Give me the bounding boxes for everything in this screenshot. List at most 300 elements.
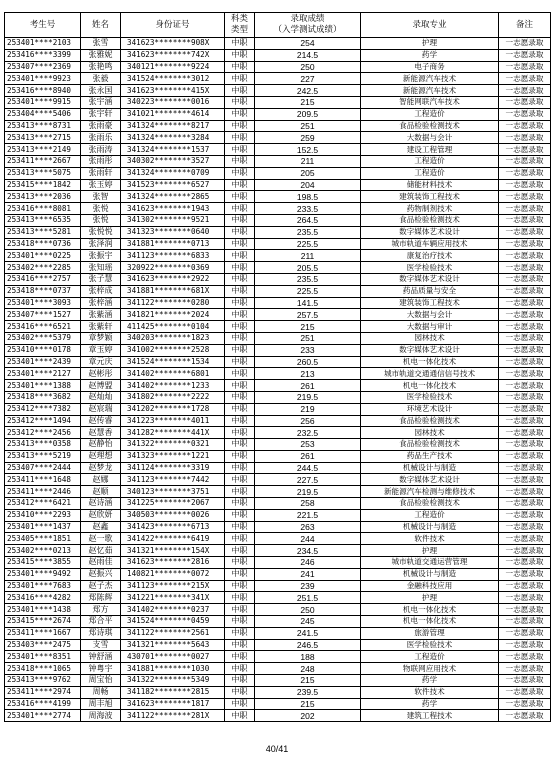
cell-category: 中职 bbox=[225, 49, 255, 61]
cell-exam-no: 253418****1065 bbox=[5, 663, 81, 675]
cell-score: 246 bbox=[255, 557, 361, 569]
cell-exam-no: 253413****2149 bbox=[5, 144, 81, 156]
cell-score: 209.5 bbox=[255, 108, 361, 120]
cell-category: 中职 bbox=[225, 568, 255, 580]
cell-note: 一志愿录取 bbox=[499, 191, 551, 203]
cell-name: 郑方 bbox=[81, 604, 121, 616]
cell-name: 周宝怡 bbox=[81, 675, 121, 687]
table-row bbox=[5, 651, 551, 663]
table-row bbox=[5, 450, 551, 462]
cell-major: 储能材料技术 bbox=[361, 179, 499, 191]
cell-category: 中职 bbox=[225, 557, 255, 569]
cell-category: 中职 bbox=[225, 262, 255, 274]
cell-category: 中职 bbox=[225, 96, 255, 108]
cell-major: 园林技术 bbox=[361, 427, 499, 439]
cell-id-card: 340123********3751 bbox=[121, 486, 225, 498]
cell-category: 中职 bbox=[225, 462, 255, 474]
cell-note: 一志愿录取 bbox=[499, 344, 551, 356]
cell-score: 258 bbox=[255, 498, 361, 510]
cell-id-card: 341302********9521 bbox=[121, 214, 225, 226]
cell-major: 食品检验检测技术 bbox=[361, 214, 499, 226]
table-row bbox=[5, 580, 551, 592]
cell-exam-no: 253411****2974 bbox=[5, 686, 81, 698]
cell-name: 章元庆 bbox=[81, 356, 121, 368]
cell-exam-no: 253407****2369 bbox=[5, 61, 81, 73]
table-row bbox=[5, 191, 551, 203]
cell-score: 261 bbox=[255, 380, 361, 392]
cell-exam-no: 253418****0736 bbox=[5, 238, 81, 250]
table-row bbox=[5, 144, 551, 156]
cell-note: 一志愿录取 bbox=[499, 309, 551, 321]
cell-note: 一志愿录取 bbox=[499, 120, 551, 132]
cell-category: 中职 bbox=[225, 545, 255, 557]
header-note: 备注 bbox=[499, 13, 551, 38]
cell-score: 215 bbox=[255, 698, 361, 710]
cell-exam-no: 253416****4199 bbox=[5, 698, 81, 710]
cell-id-card: 341881********0713 bbox=[121, 238, 225, 250]
cell-name: 赵雨佳 bbox=[81, 557, 121, 569]
table-row bbox=[5, 96, 551, 108]
cell-exam-no: 253416****6521 bbox=[5, 321, 81, 333]
table-row bbox=[5, 203, 551, 215]
cell-name: 赵忆茹 bbox=[81, 545, 121, 557]
cell-name: 赵慧香 bbox=[81, 427, 121, 439]
table-row bbox=[5, 321, 551, 333]
cell-name: 钟舒涵 bbox=[81, 651, 121, 663]
cell-id-card: 341881********1030 bbox=[121, 663, 225, 675]
cell-id-card: 341623********1943 bbox=[121, 203, 225, 215]
cell-note: 一志愿录取 bbox=[499, 250, 551, 262]
cell-category: 中职 bbox=[225, 604, 255, 616]
cell-exam-no: 253407****2444 bbox=[5, 462, 81, 474]
cell-major: 机械设计与制造 bbox=[361, 521, 499, 533]
cell-major: 食品检验检测技术 bbox=[361, 120, 499, 132]
cell-name: 张雅妮 bbox=[81, 49, 121, 61]
cell-id-card: 341623********1817 bbox=[121, 698, 225, 710]
cell-name: 张宇轩 bbox=[81, 108, 121, 120]
cell-note: 一志愿录取 bbox=[499, 155, 551, 167]
cell-major: 医学检验技术 bbox=[361, 262, 499, 274]
cell-exam-no: 253401****3093 bbox=[5, 297, 81, 309]
cell-exam-no: 253413****9762 bbox=[5, 675, 81, 687]
cell-note: 一志愿录取 bbox=[499, 415, 551, 427]
cell-category: 中职 bbox=[225, 391, 255, 403]
cell-name: 赵子杰 bbox=[81, 580, 121, 592]
cell-major: 机电一体化技术 bbox=[361, 356, 499, 368]
cell-major: 医学检验技术 bbox=[361, 639, 499, 651]
cell-major: 工程造价 bbox=[361, 509, 499, 521]
cell-score: 211 bbox=[255, 155, 361, 167]
cell-category: 中职 bbox=[225, 498, 255, 510]
cell-category: 中职 bbox=[225, 321, 255, 333]
cell-category: 中职 bbox=[225, 38, 255, 50]
cell-category: 中职 bbox=[225, 191, 255, 203]
table-row bbox=[5, 38, 551, 50]
cell-exam-no: 253416****4282 bbox=[5, 592, 81, 604]
cell-exam-no: 253416****8081 bbox=[5, 203, 81, 215]
cell-exam-no: 253401****8351 bbox=[5, 651, 81, 663]
table-row bbox=[5, 120, 551, 132]
cell-name: 张毅 bbox=[81, 73, 121, 85]
cell-exam-no: 253412****1494 bbox=[5, 415, 81, 427]
cell-id-card: 340121********9224 bbox=[121, 61, 225, 73]
cell-major: 大数据与会计 bbox=[361, 132, 499, 144]
cell-score: 253 bbox=[255, 439, 361, 451]
cell-id-card: 341324********3284 bbox=[121, 132, 225, 144]
cell-id-card: 341802********2222 bbox=[121, 391, 225, 403]
cell-exam-no: 253413****8731 bbox=[5, 120, 81, 132]
cell-category: 中职 bbox=[225, 238, 255, 250]
table-row bbox=[5, 533, 551, 545]
table-row bbox=[5, 498, 551, 510]
table-row bbox=[5, 250, 551, 262]
cell-major: 数字媒体艺术设计 bbox=[361, 273, 499, 285]
cell-score: 219.5 bbox=[255, 391, 361, 403]
header-name: 姓名 bbox=[81, 13, 121, 38]
cell-exam-no: 253401****2103 bbox=[5, 38, 81, 50]
table-row bbox=[5, 439, 551, 451]
cell-note: 一志愿录取 bbox=[499, 238, 551, 250]
cell-note: 一志愿录取 bbox=[499, 285, 551, 297]
cell-major: 城市轨道交通运营管理 bbox=[361, 557, 499, 569]
cell-id-card: 341523********6527 bbox=[121, 179, 225, 191]
cell-id-card: 340302********3527 bbox=[121, 155, 225, 167]
cell-score: 248 bbox=[255, 663, 361, 675]
table-row bbox=[5, 167, 551, 179]
cell-exam-no: 253411****2446 bbox=[5, 486, 81, 498]
cell-score: 205 bbox=[255, 167, 361, 179]
table-row bbox=[5, 521, 551, 533]
cell-category: 中职 bbox=[225, 120, 255, 132]
cell-name: 赵宸瑞 bbox=[81, 403, 121, 415]
cell-score: 250 bbox=[255, 61, 361, 73]
table-row bbox=[5, 344, 551, 356]
cell-category: 中职 bbox=[225, 144, 255, 156]
cell-major: 新能源汽车技术 bbox=[361, 73, 499, 85]
cell-score: 241.5 bbox=[255, 627, 361, 639]
table-row bbox=[5, 686, 551, 698]
table-row bbox=[5, 545, 551, 557]
cell-exam-no: 253401****1438 bbox=[5, 604, 81, 616]
cell-score: 241 bbox=[255, 568, 361, 580]
cell-note: 一志愿录取 bbox=[499, 96, 551, 108]
cell-id-card: 341225********2067 bbox=[121, 498, 225, 510]
cell-major: 食品检验检测技术 bbox=[361, 498, 499, 510]
table-row bbox=[5, 179, 551, 191]
cell-exam-no: 253401****2774 bbox=[5, 710, 81, 722]
cell-id-card: 341322********0321 bbox=[121, 439, 225, 451]
cell-name: 赵鑫 bbox=[81, 521, 121, 533]
table-row bbox=[5, 557, 551, 569]
cell-category: 中职 bbox=[225, 663, 255, 675]
cell-id-card: 341182********2815 bbox=[121, 686, 225, 698]
cell-exam-no: 253410****0178 bbox=[5, 344, 81, 356]
cell-category: 中职 bbox=[225, 427, 255, 439]
cell-name: 赵传睿 bbox=[81, 415, 121, 427]
cell-id-card: 341123********6833 bbox=[121, 250, 225, 262]
cell-id-card: 341322********5349 bbox=[121, 675, 225, 687]
cell-exam-no: 253412****2456 bbox=[5, 427, 81, 439]
cell-score: 239.5 bbox=[255, 686, 361, 698]
cell-exam-no: 253415****2674 bbox=[5, 616, 81, 628]
cell-note: 一志愿录取 bbox=[499, 439, 551, 451]
cell-major: 数字媒体艺术设计 bbox=[361, 226, 499, 238]
cell-id-card: 341422********6419 bbox=[121, 533, 225, 545]
cell-id-card: 341321********154X bbox=[121, 545, 225, 557]
cell-score: 221.5 bbox=[255, 509, 361, 521]
cell-major: 城市轨道交通通信信号技术 bbox=[361, 368, 499, 380]
table-row bbox=[5, 356, 551, 368]
cell-id-card: 341524********1534 bbox=[121, 356, 225, 368]
cell-note: 一志愿录取 bbox=[499, 144, 551, 156]
cell-score: 250 bbox=[255, 604, 361, 616]
cell-category: 中职 bbox=[225, 627, 255, 639]
header-id-card: 身份证号 bbox=[121, 13, 225, 38]
cell-exam-no: 253418****0737 bbox=[5, 285, 81, 297]
cell-major: 药学 bbox=[361, 49, 499, 61]
cell-id-card: 340503********0026 bbox=[121, 509, 225, 521]
cell-category: 中职 bbox=[225, 297, 255, 309]
cell-category: 中职 bbox=[225, 332, 255, 344]
cell-note: 一志愿录取 bbox=[499, 262, 551, 274]
cell-id-card: 341623********908X bbox=[121, 38, 225, 50]
cell-note: 一志愿录取 bbox=[499, 604, 551, 616]
table-row bbox=[5, 391, 551, 403]
cell-score: 202 bbox=[255, 710, 361, 722]
cell-score: 244 bbox=[255, 533, 361, 545]
page-number: 40/41 bbox=[265, 744, 289, 754]
cell-name: 赵理想 bbox=[81, 450, 121, 462]
cell-exam-no: 253401****7683 bbox=[5, 580, 81, 592]
cell-id-card: 341623********415X bbox=[121, 85, 225, 97]
cell-id-card: 341623********742X bbox=[121, 49, 225, 61]
cell-major: 医学检验技术 bbox=[361, 391, 499, 403]
cell-note: 一志愿录取 bbox=[499, 580, 551, 592]
cell-name: 赵一歌 bbox=[81, 533, 121, 545]
cell-score: 205.5 bbox=[255, 262, 361, 274]
cell-exam-no: 253402****5379 bbox=[5, 332, 81, 344]
cell-major: 工程造价 bbox=[361, 651, 499, 663]
table-row bbox=[5, 285, 551, 297]
table-row bbox=[5, 368, 551, 380]
cell-exam-no: 253401****0225 bbox=[5, 250, 81, 262]
cell-category: 中职 bbox=[225, 686, 255, 698]
cell-exam-no: 253415****1842 bbox=[5, 179, 81, 191]
cell-id-card: 341423********6713 bbox=[121, 521, 225, 533]
cell-name: 张梓涵 bbox=[81, 297, 121, 309]
header-exam-no: 考生号 bbox=[5, 13, 81, 38]
cell-name: 赵诗涵 bbox=[81, 498, 121, 510]
cell-category: 中职 bbox=[225, 85, 255, 97]
cell-major: 机电一体化技术 bbox=[361, 616, 499, 628]
cell-score: 264.5 bbox=[255, 214, 361, 226]
cell-name: 张雪 bbox=[81, 38, 121, 50]
table-row bbox=[5, 509, 551, 521]
cell-id-card: 341021********4614 bbox=[121, 108, 225, 120]
cell-note: 一志愿录取 bbox=[499, 167, 551, 179]
cell-exam-no: 253413****2036 bbox=[5, 191, 81, 203]
cell-name: 章梦颖 bbox=[81, 332, 121, 344]
cell-name: 郑诗琪 bbox=[81, 627, 121, 639]
cell-category: 中职 bbox=[225, 616, 255, 628]
cell-exam-no: 253411****2667 bbox=[5, 155, 81, 167]
cell-note: 一志愿录取 bbox=[499, 710, 551, 722]
table-row bbox=[5, 262, 551, 274]
cell-category: 中职 bbox=[225, 415, 255, 427]
cell-score: 261 bbox=[255, 450, 361, 462]
cell-exam-no: 253410****2293 bbox=[5, 509, 81, 521]
table-row bbox=[5, 155, 551, 167]
cell-score: 213 bbox=[255, 368, 361, 380]
cell-note: 一志愿录取 bbox=[499, 226, 551, 238]
table-row bbox=[5, 73, 551, 85]
cell-id-card: 341324********8217 bbox=[121, 120, 225, 132]
cell-name: 张梓成 bbox=[81, 285, 121, 297]
cell-major: 机械设计与制造 bbox=[361, 568, 499, 580]
cell-exam-no: 253416****2757 bbox=[5, 273, 81, 285]
cell-name: 张子慧 bbox=[81, 273, 121, 285]
cell-exam-no: 253415****3855 bbox=[5, 557, 81, 569]
cell-id-card: 341821********2024 bbox=[121, 309, 225, 321]
table-row bbox=[5, 108, 551, 120]
cell-exam-no: 253416****3399 bbox=[5, 49, 81, 61]
cell-category: 中职 bbox=[225, 285, 255, 297]
table-row bbox=[5, 132, 551, 144]
cell-score: 215 bbox=[255, 96, 361, 108]
cell-major: 药学 bbox=[361, 675, 499, 687]
cell-category: 中职 bbox=[225, 509, 255, 521]
cell-exam-no: 253412****7382 bbox=[5, 403, 81, 415]
cell-exam-no: 253413****0358 bbox=[5, 439, 81, 451]
cell-id-card: 341122********2561 bbox=[121, 627, 225, 639]
cell-id-card: 341122********281X bbox=[121, 710, 225, 722]
cell-id-card: 341122********0280 bbox=[121, 297, 225, 309]
cell-major: 建筑装饰工程技术 bbox=[361, 191, 499, 203]
cell-id-card: 341402********6801 bbox=[121, 368, 225, 380]
cell-note: 一志愿录取 bbox=[499, 651, 551, 663]
cell-exam-no: 253401****9492 bbox=[5, 568, 81, 580]
cell-id-card: 341123********215X bbox=[121, 580, 225, 592]
cell-id-card: 341123********7442 bbox=[121, 474, 225, 486]
cell-category: 中职 bbox=[225, 155, 255, 167]
cell-score: 260.5 bbox=[255, 356, 361, 368]
table-row bbox=[5, 297, 551, 309]
cell-note: 一志愿录取 bbox=[499, 85, 551, 97]
cell-score: 239 bbox=[255, 580, 361, 592]
cell-name: 赵娜 bbox=[81, 474, 121, 486]
cell-note: 一志愿录取 bbox=[499, 332, 551, 344]
cell-note: 一志愿录取 bbox=[499, 108, 551, 120]
admission-list-sheet bbox=[4, 12, 550, 722]
cell-major: 护理 bbox=[361, 545, 499, 557]
cell-exam-no: 253418****3682 bbox=[5, 391, 81, 403]
cell-id-card: 341323********1221 bbox=[121, 450, 225, 462]
cell-id-card: 340223********0016 bbox=[121, 96, 225, 108]
cell-major: 物联网应用技术 bbox=[361, 663, 499, 675]
cell-name: 张雨乐 bbox=[81, 132, 121, 144]
table-row bbox=[5, 85, 551, 97]
cell-id-card: 320922********0369 bbox=[121, 262, 225, 274]
cell-score: 244.5 bbox=[255, 462, 361, 474]
cell-category: 中职 bbox=[225, 73, 255, 85]
cell-note: 一志愿录取 bbox=[499, 356, 551, 368]
cell-score: 215 bbox=[255, 321, 361, 333]
cell-note: 一志愿录取 bbox=[499, 38, 551, 50]
cell-note: 一志愿录取 bbox=[499, 61, 551, 73]
header-score bbox=[255, 13, 361, 38]
cell-id-card: 341324********2865 bbox=[121, 191, 225, 203]
cell-major: 工程造价 bbox=[361, 155, 499, 167]
cell-name: 郑合平 bbox=[81, 616, 121, 628]
cell-id-card: 411425********0104 bbox=[121, 321, 225, 333]
cell-major: 工程造价 bbox=[361, 108, 499, 120]
cell-note: 一志愿录取 bbox=[499, 616, 551, 628]
cell-major: 药学 bbox=[361, 698, 499, 710]
cell-score: 234.5 bbox=[255, 545, 361, 557]
cell-note: 一志愿录取 bbox=[499, 533, 551, 545]
cell-major: 城市轨道车辆应用技术 bbox=[361, 238, 499, 250]
cell-note: 一志愿录取 bbox=[499, 474, 551, 486]
cell-score: 215 bbox=[255, 675, 361, 687]
cell-id-card: 341323********0640 bbox=[121, 226, 225, 238]
cell-name: 赵彬彤 bbox=[81, 368, 121, 380]
cell-category: 中职 bbox=[225, 439, 255, 451]
cell-id-card: 341524********0459 bbox=[121, 616, 225, 628]
cell-score: 233 bbox=[255, 344, 361, 356]
cell-id-card: 140821********0072 bbox=[121, 568, 225, 580]
cell-exam-no: 253407****1527 bbox=[5, 309, 81, 321]
cell-major: 机电一体化技术 bbox=[361, 380, 499, 392]
cell-major: 环境艺术设计 bbox=[361, 403, 499, 415]
cell-name: 章玉婷 bbox=[81, 344, 121, 356]
cell-note: 一志愿录取 bbox=[499, 639, 551, 651]
cell-category: 中职 bbox=[225, 61, 255, 73]
cell-category: 中职 bbox=[225, 639, 255, 651]
cell-major: 机电一体化技术 bbox=[361, 604, 499, 616]
cell-name: 张紫涵 bbox=[81, 309, 121, 321]
cell-name: 郑陈辉 bbox=[81, 592, 121, 604]
cell-exam-no: 253413****5281 bbox=[5, 226, 81, 238]
cell-major: 药物制剂技术 bbox=[361, 203, 499, 215]
table-row bbox=[5, 238, 551, 250]
cell-category: 中职 bbox=[225, 356, 255, 368]
cell-category: 中职 bbox=[225, 226, 255, 238]
cell-note: 一志愿录取 bbox=[499, 427, 551, 439]
cell-major: 建筑装饰工程技术 bbox=[361, 297, 499, 309]
cell-id-card: 341623********2816 bbox=[121, 557, 225, 569]
cell-name: 张玉婷 bbox=[81, 179, 121, 191]
cell-score: 232.5 bbox=[255, 427, 361, 439]
cell-exam-no: 253411****1667 bbox=[5, 627, 81, 639]
cell-score: 245 bbox=[255, 616, 361, 628]
cell-exam-no: 253413****2715 bbox=[5, 132, 81, 144]
cell-exam-no: 253416****8940 bbox=[5, 85, 81, 97]
cell-note: 一志愿录取 bbox=[499, 368, 551, 380]
cell-note: 一志愿录取 bbox=[499, 49, 551, 61]
table-row bbox=[5, 616, 551, 628]
cell-note: 一志愿录取 bbox=[499, 214, 551, 226]
cell-score: 257.5 bbox=[255, 309, 361, 321]
cell-note: 一志愿录取 bbox=[499, 462, 551, 474]
header-major: 录取专业 bbox=[361, 13, 499, 38]
cell-category: 中职 bbox=[225, 250, 255, 262]
cell-major: 大数据与审计 bbox=[361, 321, 499, 333]
cell-major: 大数据与会计 bbox=[361, 309, 499, 321]
table-row bbox=[5, 486, 551, 498]
cell-name: 钟粤宇 bbox=[81, 663, 121, 675]
cell-note: 一志愿录取 bbox=[499, 498, 551, 510]
cell-note: 一志愿录取 bbox=[499, 557, 551, 569]
